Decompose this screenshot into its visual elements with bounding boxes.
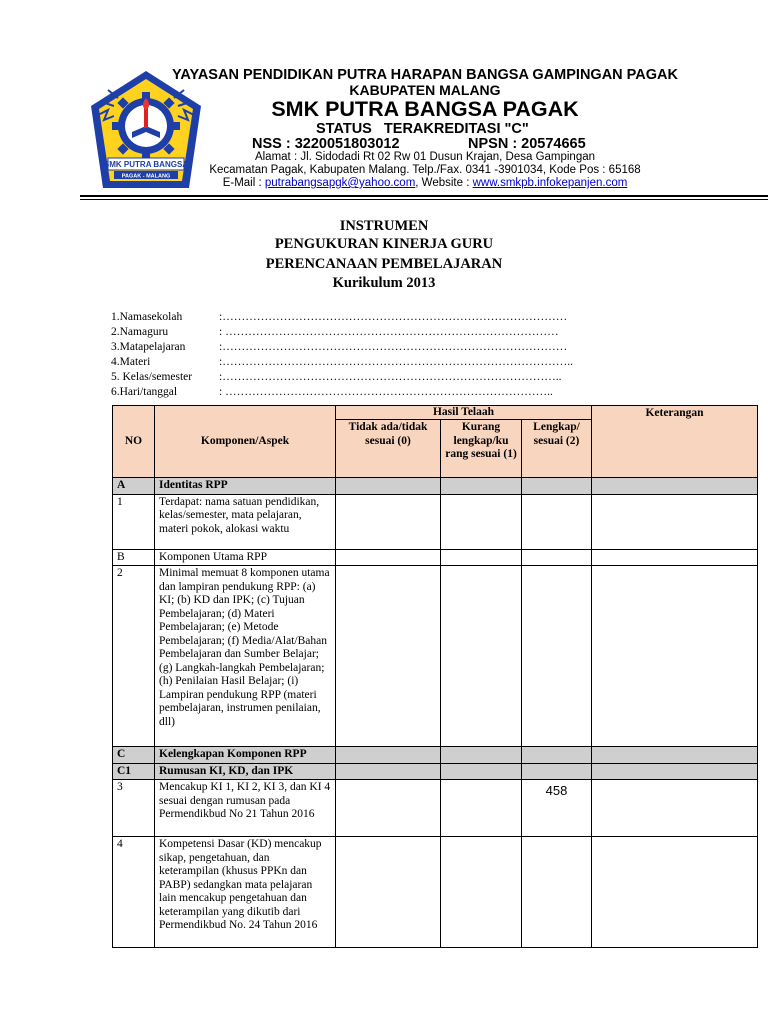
form-fill-line[interactable]: :……………………………………………………………………………… xyxy=(219,311,568,323)
form-fill-line[interactable]: :…………………………………………………………………………….. xyxy=(219,371,562,383)
score-2-cell[interactable] xyxy=(522,494,592,549)
row-aspect: Kompetensi Dasar (KD) mencakup sikap, pengetahuan, dan keterampilan (khusus PPKn dan PABP) sedangkan mata pelajaran lain mencakup pengetahuan dan keterampilan yang dikutib dari Permendikbud No. 24 Tahun 2016 xyxy=(155,837,336,948)
form-fill-line[interactable]: : …………………………………………………………………………… xyxy=(219,326,559,338)
score-0-cell[interactable] xyxy=(336,763,441,780)
header-score-0: Tidak ada/tidak sesuai (0) xyxy=(336,420,441,478)
row-no: 1 xyxy=(113,494,155,549)
contact-line xyxy=(150,177,700,189)
notes-cell[interactable] xyxy=(592,494,758,549)
score-2-cell[interactable] xyxy=(522,478,592,495)
score-0-cell[interactable] xyxy=(336,747,441,764)
form-label: 4.Materi xyxy=(111,356,151,368)
table-row xyxy=(113,549,758,566)
score-0-cell[interactable] xyxy=(336,837,441,948)
form-label: 1.Namasekolah xyxy=(111,311,183,323)
website-label: , Website : xyxy=(415,177,473,189)
header-no: NO xyxy=(113,406,155,478)
form-label: 3.Matapelajaran xyxy=(111,341,186,353)
header-result-group: Hasil Telaah xyxy=(336,406,592,420)
document-topic: PERENCANAAN PEMBELAJARAN xyxy=(265,256,503,272)
foundation-name: YAYASAN PENDIDIKAN PUTRA HARAPAN BANGSA GAMPINGAN PAGAK xyxy=(172,67,678,83)
score-0-cell[interactable] xyxy=(336,494,441,549)
row-aspect: Rumusan KI, KD, dan IPK xyxy=(155,763,336,780)
row-no: 3 xyxy=(113,780,155,837)
score-2-cell[interactable] xyxy=(522,837,592,948)
svg-text:SMK PUTRA BANGSA: SMK PUTRA BANGSA xyxy=(103,160,189,169)
document-title: INSTRUMEN xyxy=(339,218,429,234)
row-no: C xyxy=(113,747,155,764)
assessment-table xyxy=(112,405,758,948)
svg-text:PAGAK - MALANG: PAGAK - MALANG xyxy=(121,173,171,180)
header-aspect: Komponen/Aspek xyxy=(155,406,336,478)
score-2-cell[interactable] xyxy=(522,566,592,747)
school-name: SMK PUTRA BANGSA PAGAK xyxy=(271,97,579,121)
header-score-2: Lengkap/ sesuai (2) xyxy=(522,420,592,478)
row-no: 4 xyxy=(113,837,155,948)
table-row xyxy=(113,780,758,837)
score-2-cell[interactable] xyxy=(522,763,592,780)
notes-cell[interactable] xyxy=(592,566,758,747)
notes-cell[interactable] xyxy=(592,478,758,495)
score-0-cell[interactable] xyxy=(336,478,441,495)
score-1-cell[interactable] xyxy=(441,780,522,837)
notes-cell[interactable] xyxy=(592,747,758,764)
header-score-1: Kurang lengkap/ku rang sesuai (1) xyxy=(441,420,522,478)
table-row xyxy=(113,494,758,549)
address-line-2: Kecamatan Pagak, Kabupaten Malang. Telp./Fax. 0341 -3901034, Kode Pos : 65168 xyxy=(209,164,641,176)
score-2-cell[interactable] xyxy=(522,747,592,764)
score-1-cell[interactable] xyxy=(441,747,522,764)
table-row xyxy=(113,566,758,747)
email-label: E-Mail : xyxy=(222,177,265,189)
score-1-cell[interactable] xyxy=(441,837,522,948)
score-1-cell[interactable] xyxy=(441,763,522,780)
notes-cell[interactable] xyxy=(592,763,758,780)
notes-cell[interactable] xyxy=(592,780,758,837)
row-aspect: Identitas RPP xyxy=(155,478,336,495)
score-2-cell[interactable] xyxy=(522,549,592,566)
table-header-row xyxy=(113,406,758,420)
row-aspect: Komponen Utama RPP xyxy=(155,549,336,566)
form-label: 6.Hari/tanggal xyxy=(111,386,178,398)
row-aspect: Kelengkapan Komponen RPP xyxy=(155,747,336,764)
score-1-cell[interactable] xyxy=(441,478,522,495)
notes-cell[interactable] xyxy=(592,549,758,566)
row-no: 2 xyxy=(113,566,155,747)
score-0-cell[interactable] xyxy=(336,566,441,747)
table-row xyxy=(113,763,758,780)
regency-name: KABUPATEN MALANG xyxy=(349,82,501,98)
form-fill-line[interactable]: :……………………………………………………………………………….. xyxy=(219,356,573,368)
form-fill-line[interactable]: : ………………………………………………………………………….. xyxy=(219,386,553,398)
letterhead-divider xyxy=(80,195,768,197)
row-aspect: Minimal memuat 8 komponen utama dan lampiran pendukung RPP: (a) KI; (b) KD dan IPK; (c) Tujuan Pembelajaran; (d) Materi Pembelajaran; (e) Metode Pembelajaran; (f) Media/Alat/Bahan Pembelajaran dan Sumber Belajar; (g) Langkah-langkah Pembelajaran; (h) Penilaian Hasil Belajar; (i) Lampiran pendukung RPP (materi pembelajaran, instrumen penilaian, dll) xyxy=(155,566,336,747)
row-aspect: Terdapat: nama satuan pendidikan, kelas/semester, mata pelajaran, materi pokok, alokasi waktu xyxy=(155,494,336,549)
score-2-cell[interactable]: 458 xyxy=(522,780,592,837)
document-subtitle: PENGUKURAN KINERJA GURU xyxy=(274,236,494,252)
curriculum-label: Kurikulum 2013 xyxy=(332,275,436,291)
table-row xyxy=(113,837,758,948)
table-row xyxy=(113,747,758,764)
accreditation-status: STATUS TERAKREDITASI "C" xyxy=(316,121,529,137)
email-link[interactable]: putrabangsapgk@yahoo.com xyxy=(264,177,416,189)
score-0-cell[interactable] xyxy=(336,780,441,837)
header-notes: Keterangan xyxy=(592,406,758,478)
address-line-1: Alamat : Jl. Sidodadi Rt 02 Rw 01 Dusun Krajan, Desa Gampingan xyxy=(254,151,596,163)
row-no: A xyxy=(113,478,155,495)
score-1-cell[interactable] xyxy=(441,549,522,566)
form-label: 5. Kelas/semester xyxy=(111,371,193,383)
website-link[interactable]: www.smkpb.infokepanjen.com xyxy=(472,177,628,189)
nss-number: NSS : 3220051803012 xyxy=(252,136,400,152)
letterhead-divider-thin xyxy=(80,199,768,200)
row-no: C1 xyxy=(113,763,155,780)
form-label: 2.Namaguru xyxy=(111,326,169,338)
score-1-cell[interactable] xyxy=(441,566,522,747)
row-no: B xyxy=(113,549,155,566)
table-row xyxy=(113,478,758,495)
form-fill-line[interactable]: :……………………………………………………………………………… xyxy=(219,341,568,353)
npsn-number: NPSN : 20574665 xyxy=(468,136,586,152)
score-1-cell[interactable] xyxy=(441,494,522,549)
notes-cell[interactable] xyxy=(592,837,758,948)
score-0-cell[interactable] xyxy=(336,549,441,566)
row-aspect: Mencakup KI 1, KI 2, KI 3, dan KI 4 sesuai dengan rumusan pada Permendikbud No 21 Tahun 2016 xyxy=(155,780,336,837)
